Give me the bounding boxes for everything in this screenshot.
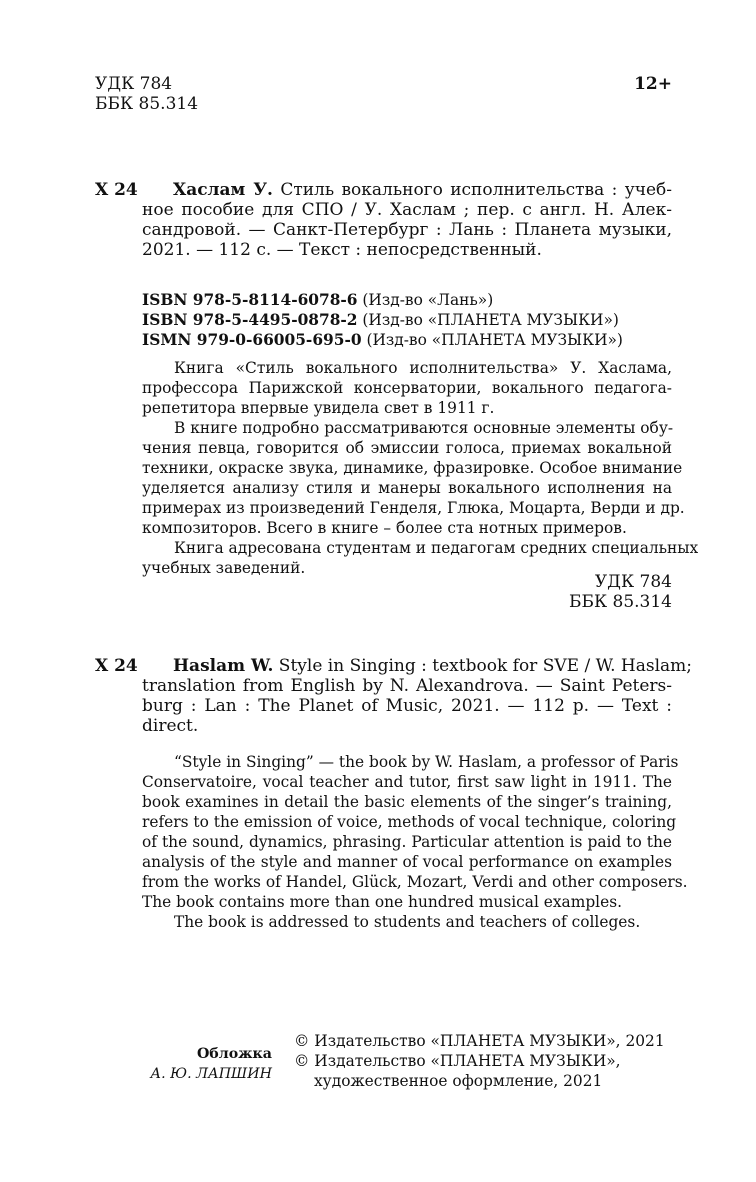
- isbn-item: ISBN 978-5-4495-0878-2 (Изд-во «ПЛАНЕТА МУЗЫКИ»): [142, 311, 619, 329]
- ru-annotation: [142, 358, 699, 578]
- ru-record-line: Хаслам У. Стиль вокального исполнительства : учеб-: [173, 180, 672, 200]
- ru-class-code: Х 24: [95, 180, 138, 200]
- annotation-line: техники, окраске звука, динамике, фразировке. Особое внимание: [142, 459, 683, 477]
- annotation-line: Книга адресована студентам и педагогам средних специальных: [174, 539, 699, 557]
- annotation-line: book examines in detail the basic elements of the singer’s training,: [142, 793, 672, 811]
- cover-credit: [100, 1045, 272, 1084]
- en-record-line: Haslam W. Style in Singing : textbook for SVE / W. Haslam;: [173, 656, 692, 676]
- header-udk: УДК 784: [95, 74, 173, 94]
- annotation-line: композиторов. Всего в книге – более ста нотных примеров.: [142, 519, 627, 537]
- bbk-code: ББК 85.314: [568, 592, 672, 612]
- age-rating: 12+: [634, 74, 672, 94]
- annotation-line: уделяется анализу стиля и манеры вокального исполнения на: [142, 479, 672, 497]
- annotation-line: of the sound, dynamics, phrasing. Particular attention is paid to the: [142, 833, 672, 851]
- ru-classification: [569, 572, 672, 612]
- en-record-line: direct.: [142, 716, 199, 736]
- annotation-line: учебных заведений.: [142, 559, 306, 577]
- ru-author: Хаслам У.: [173, 180, 273, 200]
- ru-record-line: ное пособие для СПО / У. Хаслам ; пер. с англ. Н. Алек-: [142, 200, 672, 220]
- isbn-list: [142, 290, 623, 350]
- annotation-line: The book is addressed to students and teachers of colleges.: [174, 913, 641, 931]
- annotation-line: from the works of Handel, Glück, Mozart, Verdi and other composers.: [142, 873, 688, 891]
- en-record-line: burg : Lan : The Planet of Music, 2021. — 112 p. — Text :: [142, 696, 672, 716]
- annotation-line: примерах из произведений Генделя, Глюка, Моцарта, Верди и др.: [142, 499, 685, 517]
- annotation-line: профессора Парижской консерватории, вокального педагога-: [142, 379, 672, 397]
- en-bibliographic-record: [173, 656, 692, 676]
- ru-record-line: 2021. — 112 с. — Текст : непосредственный.: [142, 240, 542, 260]
- copyright-line: © Издательство «ПЛАНЕТА МУЗЫКИ»,: [294, 1052, 621, 1070]
- ru-record-continuation: [142, 200, 672, 260]
- udk-code: УДК 784: [594, 572, 672, 592]
- annotation-line: чения певца, говорится об эмиссии голоса, приемах вокальной: [142, 439, 672, 457]
- en-record-line: translation from English by N. Alexandrova. — Saint Peters-: [142, 676, 672, 696]
- copyright-line: © Издательство «ПЛАНЕТА МУЗЫКИ», 2021: [294, 1032, 665, 1050]
- annotation-line: refers to the emission of voice, methods of vocal technique, coloring: [142, 813, 677, 831]
- en-class-code: Х 24: [95, 656, 138, 676]
- cover-label: Обложка: [196, 1046, 272, 1062]
- annotation-line: репетитора впервые увидела свет в 1911 г.: [142, 399, 495, 417]
- annotation-line: The book contains more than one hundred musical examples.: [142, 893, 623, 911]
- copyright-line: художественное оформление, 2021: [314, 1072, 603, 1090]
- annotation-line: В книге подробно рассматриваются основные элементы обу-: [174, 419, 674, 437]
- header-bbk: ББК 85.314: [95, 94, 199, 114]
- annotation-line: “Style in Singing” — the book by W. Haslam, a professor of Paris: [174, 753, 679, 771]
- ru-record-line: сандровой. — Санкт-Петербург : Лань : Планета музыки,: [142, 220, 672, 240]
- cover-artist: А. Ю. ЛАПШИН: [150, 1065, 272, 1082]
- ru-bibliographic-record: [173, 180, 672, 200]
- isbn-item: ISBN 978-5-8114-6078-6 (Изд-во «Лань»): [142, 291, 494, 309]
- annotation-line: Conservatoire, vocal teacher and tutor, first saw light in 1911. The: [142, 773, 672, 791]
- ismn-item: ISMN 979-0-66005-695-0 (Изд-во «ПЛАНЕТА МУЗЫКИ»): [142, 331, 623, 349]
- en-annotation: [142, 752, 688, 932]
- en-author: Haslam W.: [173, 656, 274, 676]
- annotation-line: analysis of the style and manner of vocal performance on examples: [142, 853, 672, 871]
- en-record-continuation: [142, 676, 672, 736]
- copyright-block: [294, 1031, 665, 1091]
- annotation-line: Книга «Стиль вокального исполнительства» У. Хаслама,: [174, 359, 672, 377]
